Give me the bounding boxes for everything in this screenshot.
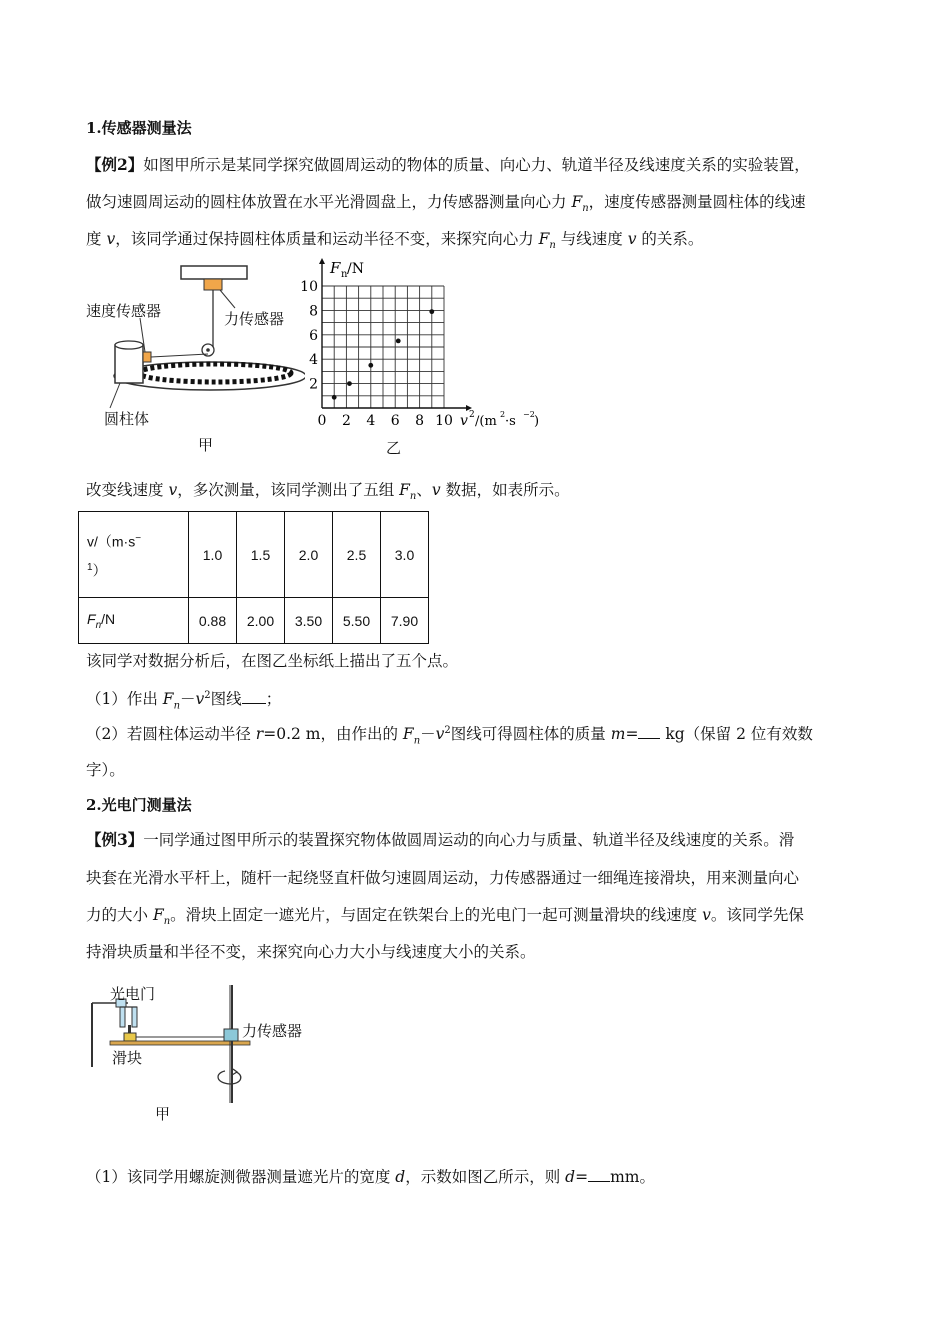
gate-right-arm	[132, 1007, 137, 1027]
sup-2: 2	[204, 690, 211, 701]
table-cell: 7.90	[381, 598, 429, 644]
data-point	[368, 363, 373, 368]
top-support	[181, 266, 247, 279]
y-tick-label: 10	[300, 279, 318, 295]
example-3-line-3	[86, 905, 804, 932]
y-tick-label: 6	[309, 327, 318, 344]
table-header-v: v/（m·s− $^1$）	[79, 512, 189, 598]
table-row-fn	[79, 598, 429, 644]
question-1	[86, 686, 281, 716]
table-cell: 1.0	[189, 512, 237, 598]
var-F: F	[152, 906, 164, 924]
table-row-v	[79, 512, 429, 598]
label-force-sensor: 力传感器	[224, 310, 285, 328]
sub-n: n	[549, 240, 556, 252]
table-cell: 2.5	[333, 512, 381, 598]
text: ，多次测量，该同学测出了五组	[177, 481, 400, 499]
chart-ticks	[300, 279, 453, 429]
x-tick-label: 10	[435, 413, 453, 429]
text: 。该同学先保	[710, 906, 804, 924]
example-2-tag: 【例2】	[86, 155, 144, 174]
y-tick-label: 8	[309, 303, 318, 320]
var-v: v	[106, 230, 116, 248]
var-F: F	[399, 481, 410, 499]
text: ；	[265, 690, 282, 709]
text: 图线可得圆柱体的质量	[450, 725, 611, 744]
x-axis-unit-sup-2: −2	[523, 410, 535, 419]
speed-sensor-block	[143, 352, 151, 362]
data-table	[78, 511, 429, 644]
text: 与线速度	[555, 230, 628, 248]
table-cell: 2.00	[237, 598, 285, 644]
text: （1）该同学用螺旋测微器测量遮光片的宽度	[86, 1168, 396, 1186]
text: kg（保留 2 位有效数	[660, 725, 813, 744]
y-tick-label: 2	[309, 376, 318, 393]
text: 1	[87, 561, 93, 573]
example-2-line-1	[86, 155, 810, 175]
chart-grid	[322, 286, 444, 408]
var-v: v	[431, 481, 441, 499]
sub-n: n	[173, 700, 181, 712]
slider	[124, 1033, 136, 1041]
example-3-tag: 【例3】	[86, 830, 144, 849]
text: ）	[92, 562, 107, 579]
force-sensor-2	[224, 1029, 238, 1041]
sub-n: n	[582, 203, 589, 215]
caption-figure-2: 甲	[155, 1105, 171, 1123]
answer-blank[interactable]	[638, 738, 660, 739]
text: ，该同学通过保持圆柱体质量和运动半径不变，来探究向心力	[115, 230, 539, 248]
var-d: d	[565, 1168, 576, 1186]
pulley-axle	[206, 348, 210, 352]
force-sensor-leader	[220, 290, 235, 308]
var-v: v	[168, 481, 178, 499]
table-cell: 0.88	[189, 598, 237, 644]
var-v: v	[702, 906, 711, 924]
y-axis-label: F	[330, 259, 341, 277]
question-2	[86, 721, 813, 751]
table-cell: 5.50	[333, 598, 381, 644]
x-axis-unit-sup: 2	[500, 410, 506, 419]
x-tick-label: 0	[317, 413, 327, 429]
text: －	[180, 690, 196, 709]
sub-n: n	[95, 619, 102, 631]
data-point	[332, 395, 337, 400]
text: ，示数如图乙所示，则	[405, 1168, 566, 1186]
var-F: F	[571, 193, 583, 211]
var-F: F	[162, 690, 174, 709]
text: v/（m·s	[87, 533, 136, 550]
x-tick-label: 8	[415, 413, 425, 429]
label-photogate: 光电门	[110, 985, 156, 1003]
caption-yi: 乙	[386, 439, 402, 457]
analysis-line: 该同学对数据分析后，在图乙坐标纸上描出了五个点。	[86, 652, 459, 670]
text: mm。	[610, 1168, 656, 1186]
caption-jia: 甲	[198, 436, 214, 454]
var-d: d	[395, 1168, 406, 1186]
sup-2: 2	[444, 725, 451, 736]
rotation-arrow	[218, 1071, 241, 1084]
text: 的关系。	[636, 230, 704, 248]
text: =	[625, 725, 639, 744]
horizontal-rod	[110, 1041, 250, 1045]
section-1-heading: 1.传感器测量法	[86, 119, 192, 137]
label-speed-sensor: 速度传感器	[86, 302, 162, 320]
scatter-chart-yi	[300, 255, 550, 455]
var-v: v	[435, 725, 445, 744]
force-sensor-block	[204, 279, 222, 290]
text: （1）作出	[86, 690, 163, 709]
data-point	[347, 381, 352, 386]
example-2-line-3	[86, 229, 703, 256]
sub-n: n	[163, 916, 171, 928]
text: 如图甲所示是某同学探究做圆周运动的物体的质量、向心力、轨道半径及线速度关系的实验装置，	[143, 156, 810, 174]
x-tick-label: 4	[366, 413, 376, 429]
x-tick-label: 6	[390, 413, 400, 429]
table-cell: 3.50	[285, 598, 333, 644]
text: /N	[101, 610, 116, 627]
text: 一同学通过图甲所示的装置探究物体做圆周运动的向心力与质量、轨道半径及线速度的关系。滑	[143, 831, 795, 849]
text: ，速度传感器测量圆柱体的线速	[588, 193, 806, 211]
var-F: F	[538, 230, 550, 248]
var-r: r	[255, 725, 264, 744]
var-F: F	[87, 610, 96, 627]
text: 、	[416, 481, 432, 499]
var-F: F	[402, 725, 414, 744]
sub-n: n	[413, 735, 421, 747]
y-axis-unit: /N	[347, 261, 364, 277]
connector	[151, 354, 208, 357]
text: 做匀速圆周运动的圆柱体放置在水平光滑圆盘上，力传感器测量向心力	[86, 193, 572, 211]
section-2-heading: 2.光电门测量法	[86, 796, 192, 814]
sub-n: n	[409, 491, 417, 503]
label-slider: 滑块	[112, 1049, 143, 1067]
y-axis-arrow	[319, 258, 325, 264]
text: 数据，如表所示。	[440, 481, 570, 499]
para-after-figure	[86, 480, 570, 507]
x-tick-label: 2	[341, 413, 351, 429]
y-tick-label: 4	[309, 352, 318, 369]
var-m: m	[610, 725, 626, 744]
example-2-line-2	[86, 192, 806, 219]
text: 力的大小	[86, 906, 153, 924]
x-axis-unit-2: ·s	[505, 414, 516, 429]
question-2-cont: 字）。	[86, 761, 125, 779]
label-cylinder: 圆柱体	[104, 410, 150, 428]
question-micrometer	[86, 1167, 655, 1187]
text: =	[575, 1168, 589, 1186]
x-axis-unit: /(m	[475, 414, 497, 429]
text: （2）若圆柱体运动半径	[86, 725, 256, 744]
y-axis-sub: n	[341, 269, 348, 280]
cylinder-leader	[110, 383, 120, 408]
data-point	[429, 309, 434, 314]
text: =0.2 m，由作出的	[263, 725, 403, 744]
table-cell: 1.5	[237, 512, 285, 598]
label-force-sensor-2: 力传感器	[242, 1022, 303, 1040]
cylinder-top	[115, 341, 143, 349]
text: 改变线速度	[86, 481, 169, 499]
gate-left-arm	[120, 1007, 125, 1027]
answer-blank[interactable]	[242, 703, 266, 704]
x-axis-unit-3: )	[534, 414, 540, 429]
cylinder	[115, 345, 143, 383]
example-3-line-1	[86, 830, 794, 850]
table-cell: 2.0	[285, 512, 333, 598]
text: 度	[86, 230, 107, 248]
text: 图线	[210, 690, 242, 709]
var-v: v	[627, 230, 637, 248]
x-axis-sup: 2	[469, 410, 475, 420]
example-3-line-2: 块套在光滑水平杆上，随杆一起绕竖直杆做匀速圆周运动，力传感器通过一细绳连接滑块，用来测量向心	[86, 869, 800, 887]
example-3-line-4: 持滑块质量和半径不变，来探究向心力大小与线速度大小的关系。	[86, 943, 536, 961]
data-point	[396, 339, 401, 344]
text: －	[420, 725, 436, 744]
x-axis-label: v	[460, 413, 468, 429]
var-v: v	[195, 690, 205, 709]
answer-blank[interactable]	[588, 1181, 610, 1182]
table-cell: 3.0	[381, 512, 429, 598]
table-header-fn	[79, 598, 189, 644]
text: 。滑块上固定一遮光片，与固定在铁架台上的光电门一起可测量滑块的线速度	[170, 906, 703, 924]
